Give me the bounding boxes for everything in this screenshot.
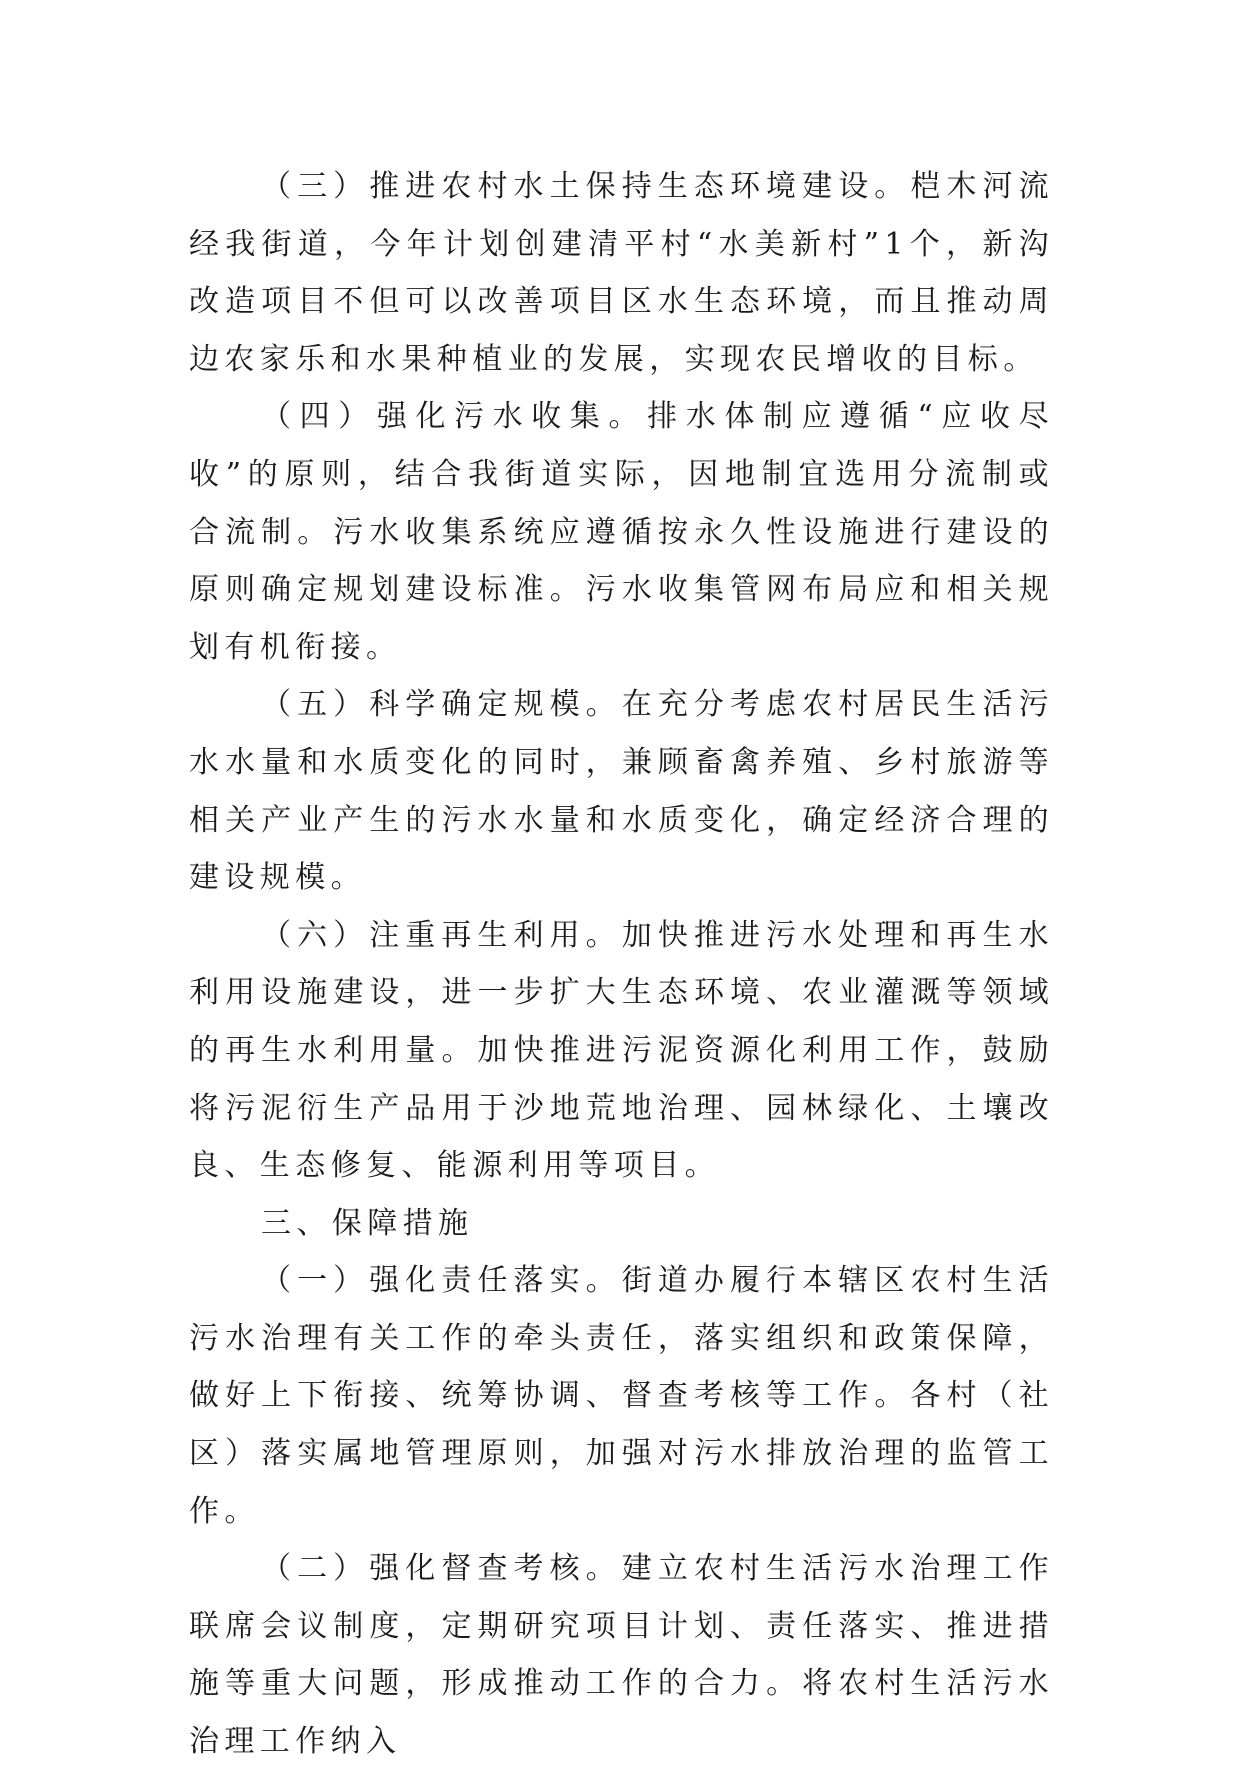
document-body <box>189 158 1054 1771</box>
paragraph-safeguard-2: （二）强化督查考核。建立农村生活污水治理工作联席会议制度，定期研究项目计划、责任落实、推进措施等重大问题，形成推动工作的合力。将农村生活污水治理工作纳入 <box>189 1551 1054 1760</box>
paragraph-section-6: （六）注重再生利用。加快推进污水处理和再生水利用设施建设，进一步扩大生态环境、农业灌溉等领域的再生水利用量。加快推进污泥资源化利用工作，鼓励将污泥衍生产品用于沙地荒地治理、园林绿化、土壤改良、生态修复、能源利用等项目。 <box>189 917 1054 1184</box>
paragraph-section-3: （三）推进农村水土保持生态环境建设。桤木河流经我街道，今年计划创建清平村“水美新村”1个，新沟改造项目不但可以改善项目区水生态环境，而且推动周边农家乐和水果种植业的发展，实现农民增收的目标。 <box>189 169 1054 377</box>
section-heading-safeguards: 三、保障措施 <box>261 1205 474 1241</box>
paragraph-section-4: （四）强化污水收集。排水体制应遵循“应收尽收”的原则，结合我街道实际，因地制宜选用分流制或合流制。污水收集系统应遵循按永久性设施进行建设的原则确定规划建设标准。污水收集管网布局应和相关规划有机衔接。 <box>189 399 1054 665</box>
paragraph-safeguard-1: （一）强化责任落实。街道办履行本辖区农村生活污水治理有关工作的牵头责任，落实组织和政策保障，做好上下衔接、统筹协调、督查考核等工作。各村（社区）落实属地管理原则，加强对污水排放治理的监管工作。 <box>189 1263 1054 1529</box>
paragraph-section-5: （五）科学确定规模。在充分考虑农村居民生活污水水量和水质变化的同时，兼顾畜禽养殖、乡村旅游等相关产业产生的污水水量和水质变化，确定经济合理的建设规模。 <box>189 687 1054 896</box>
